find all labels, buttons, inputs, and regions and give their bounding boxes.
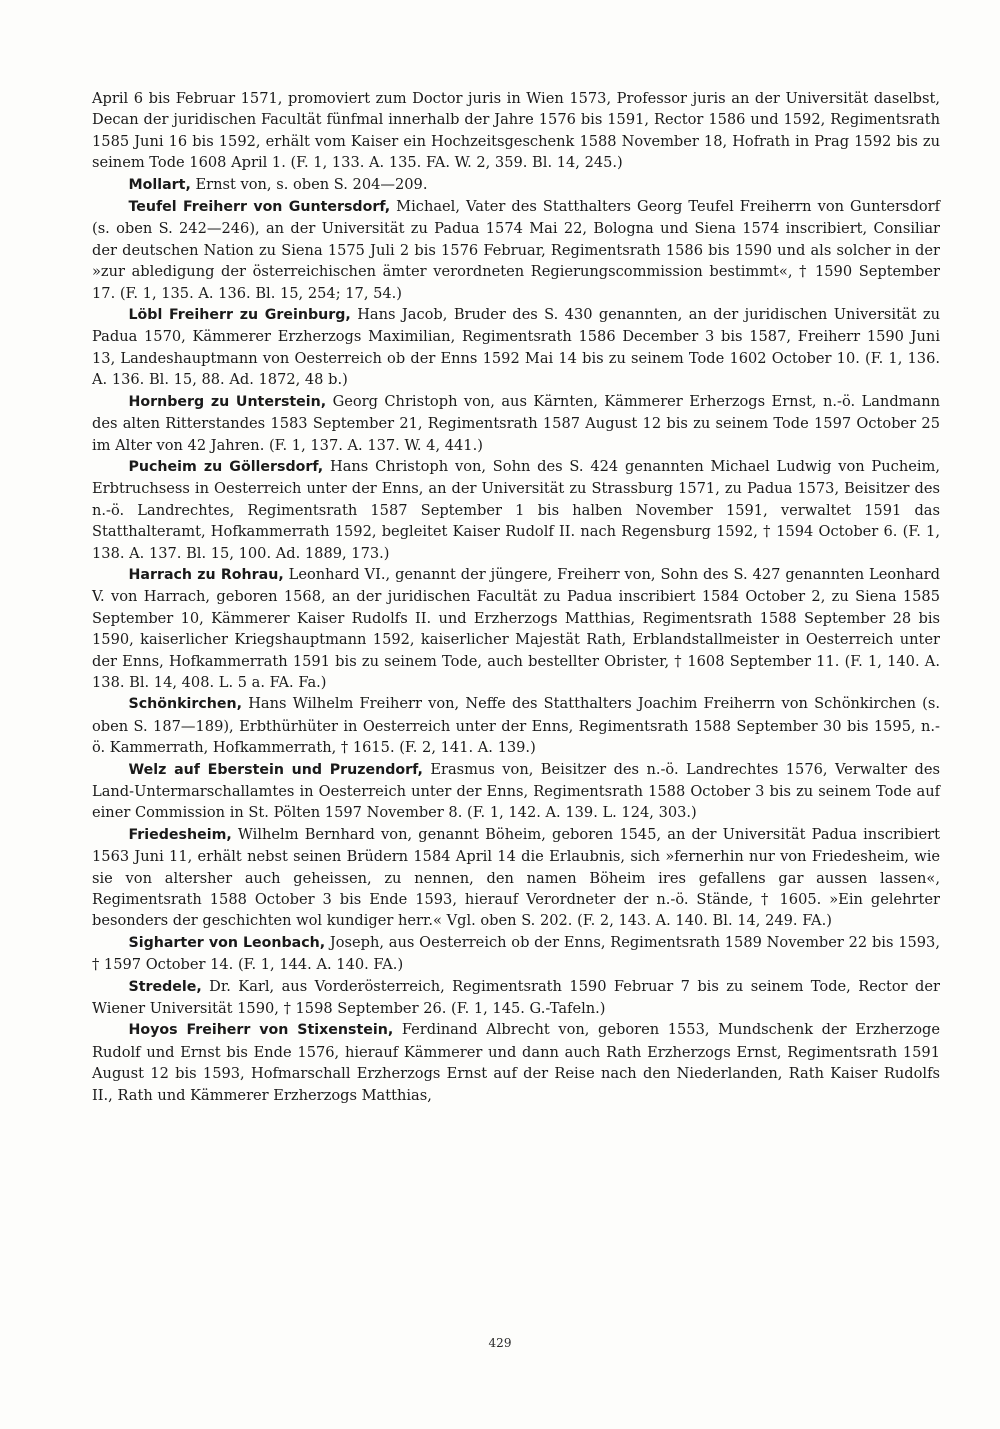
entry-text: Erasmus von, Beisitzer des n.-ö. Landrechtes 1576, Verwalter des Land-Untermarschallamtes in Oesterreich unter der Enns, Regimentsrath 1588 October 3 bis zu seinem Tode auf einer Commission in St. Pölten 1597 November 8. (F. 1, 142. A. 139. L. 124, 303.): [92, 760, 940, 822]
entry-schoenkirchen: [92, 693, 940, 758]
entry-text: Georg Christoph von, aus Kärnten, Kämmerer Erherzogs Ernst, n.-ö. Landmann des alten Ritterstandes 1583 September 21, Regimentsrath 1587 August 12 bis zu seinem Tode 1597 October 25 im Alter von 42 Jahren. (F. 1, 137. A. 137. W. 4, 441.): [92, 392, 940, 454]
entry-name: Schönkirchen,: [128, 696, 242, 713]
entry-harrach: [92, 564, 940, 693]
entry-text: Dr. Karl, aus Vorderösterreich, Regimentsrath 1590 Februar 7 bis zu seinem Tode, Rector der Wiener Universität 1590, † 1598 September 26. (F. 1, 145. G.-Tafeln.): [92, 977, 940, 1018]
entry-name: Hoyos Freiherr von Stixenstein,: [128, 1022, 394, 1039]
entry-name: Teufel Freiherr von Guntersdorf,: [128, 199, 391, 216]
entry-stredele: [92, 976, 940, 1020]
entry-name: Harrach zu Rohrau,: [128, 566, 284, 583]
entry-text: Ferdinand Albrecht von, geboren 1553, Mundschenk der Erzherzoge Rudolf und Ernst bis Ende 1576, hierauf Kämmerer und dann auch Rath Erzherzogs Ernst, Regimentsrath 1591 August 12 bis 1593, Hofmarschall Erzherzogs Ernst auf der Reise nach den Niederlanden, Rath Kaiser Rudolfs II., Rath und Kämmerer Erzherzogs Matthias,: [92, 1021, 940, 1104]
entry-name: Löbl Freiherr zu Greinburg,: [128, 307, 351, 324]
entry-text: Wilhelm Bernhard von, genannt Böheim, geboren 1545, an der Universität Padua inscribiert 1563 Juni 11, erhält nebst seinen Brüdern 1584 April 14 die Erlaubnis, sich »fernerhin nur von Friedesheim, wie sie von altersher auch geheissen, zu nennen, den namen Böheim ires gefallens gar aussen lassen«, Regimentsrath 1588 October 3 bis Ende 1593, hierauf Verordneter der n.-ö. Stände, † 1605. »Ein gelehrter besonders der geschichten wol kundiger herr.« Vgl. oben S. 202. (F. 2, 143. A. 140. Bl. 14, 249. FA.): [92, 825, 940, 930]
entry-welz: [92, 759, 940, 824]
entry-sigharter: [92, 932, 940, 976]
entry-teufel: [92, 196, 940, 304]
entry-hornberg: [92, 391, 940, 456]
entry-text: Leonhard VI., genannt der jüngere, Freiherr von, Sohn des S. 427 genannten Leonhard V. von Harrach, geboren 1568, an der juridischen Facultät zu Padua inscribiert 1584 October 2, zu Siena 1585 September 10, Kämmerer Kaiser Rudolfs II. und Erzherzogs Matthias, Regimentsrath 1588 September 28 bis 1590, kaiserlicher Kriegshauptmann 1592, kaiserlicher Majestät Rath, Erblandstallmeister in Oesterreich unter der Enns, Hofkammerrath 1591 bis zu seinem Tode, auch bestellter Obrister, † 1608 September 11. (F. 1, 140. A. 138. Bl. 14, 408. L. 5 a. FA. Fa.): [92, 565, 940, 691]
entry-mollart: [92, 174, 940, 196]
entry-name: Sigharter von Leonbach,: [128, 934, 326, 951]
entry-name: Welz auf Eberstein und Pruzendorf,: [128, 761, 423, 778]
page-number: 429: [488, 1336, 512, 1350]
entry-text: Joseph, aus Oesterreich ob der Enns, Regimentsrath 1589 November 22 bis 1593, † 1597 October 14. (F. 1, 144. A. 140. FA.): [92, 933, 940, 974]
page-body: [92, 88, 940, 1106]
entry-text: Ernst von, s. oben S. 204—209.: [190, 175, 428, 193]
entry-name: Mollart,: [128, 176, 191, 193]
entry-name: Stredele,: [128, 978, 202, 995]
entry-hoyos: [92, 1019, 940, 1106]
entry-name: Pucheim zu Göllersdorf,: [128, 458, 324, 475]
intro-paragraph: April 6 bis Februar 1571, promoviert zum Doctor juris in Wien 1573, Professor juris an der Universität daselbst, Decan der juridischen Facultät fünfmal innerhalb der Jahre 1576 bis 1591, Rector 1586 und 1592, Regimentsrath 1585 Juni 16 bis 1592, erhält vom Kaiser ein Hochzeitsgeschenk 1588 November 18, Hofrath in Prag 1592 bis zu seinem Tode 1608 April 1. (F. 1, 133. A. 135. FA. W. 2, 359. Bl. 14, 245.): [92, 90, 940, 172]
entry-loebl: [92, 304, 940, 391]
entry-pucheim: [92, 456, 940, 564]
entry-text: Michael, Vater des Statthalters Georg Teufel Freiherrn von Guntersdorf (s. oben S. 242—246), an der Universität zu Padua 1574 Mai 22, Bologna und Siena 1574 inscribiert, Consiliar der deutschen Nation zu Siena 1575 Juli 2 bis 1576 Februar, Regimentsrath 1586 bis 1590 und als solcher in der »zur abledigung der österreichischen ämter verordneten Regierungscommission bestimmt«, † 1590 September 17. (F. 1, 135. A. 136. Bl. 15, 254; 17, 54.): [92, 198, 940, 302]
entry-friedesheim: [92, 824, 940, 932]
entry-name: Friedesheim,: [128, 826, 232, 843]
entry-name: Hornberg zu Unterstein,: [128, 393, 327, 410]
entry-text: Hans Jacob, Bruder des S. 430 genannten, an der juridischen Universität zu Padua 1570, Kämmerer Erzherzogs Maximilian, Regimentsrath 1586 December 3 bis 1587, Freiherr 1590 Juni 13, Landeshauptmann von Oesterreich ob der Enns 1592 Mai 14 bis zu seinem Tode 1602 October 10. (F. 1, 136. A. 136. Bl. 15, 88. Ad. 1872, 48 b.): [92, 306, 940, 389]
entry-text: Hans Christoph von, Sohn des S. 424 genannten Michael Ludwig von Pucheim, Erbtruchsess in Oesterreich unter der Enns, an der Universität zu Strassburg 1571, zu Padua 1573, Beisitzer des n.-ö. Landrechtes, Regimentsrath 1587 September 1 bis halben November 1591, verwaltet 1591 das Statthalteramt, Hofkammerrath 1592, begleitet Kaiser Rudolf II. nach Regensburg 1592, † 1594 October 6. (F. 1, 138. A. 137. Bl. 15, 100. Ad. 1889, 173.): [92, 457, 941, 562]
entry-text: Hans Wilhelm Freiherr von, Neffe des Statthalters Joachim Freiherrn von Schönkirchen (s. oben S. 187—189), Erbthürhüter in Oesterreich unter der Enns, Regimentsrath 1588 September 30 bis 1595, n.-ö. Kammerrath, Hofkammerrath, † 1615. (F. 2, 141. A. 139.): [92, 695, 940, 757]
